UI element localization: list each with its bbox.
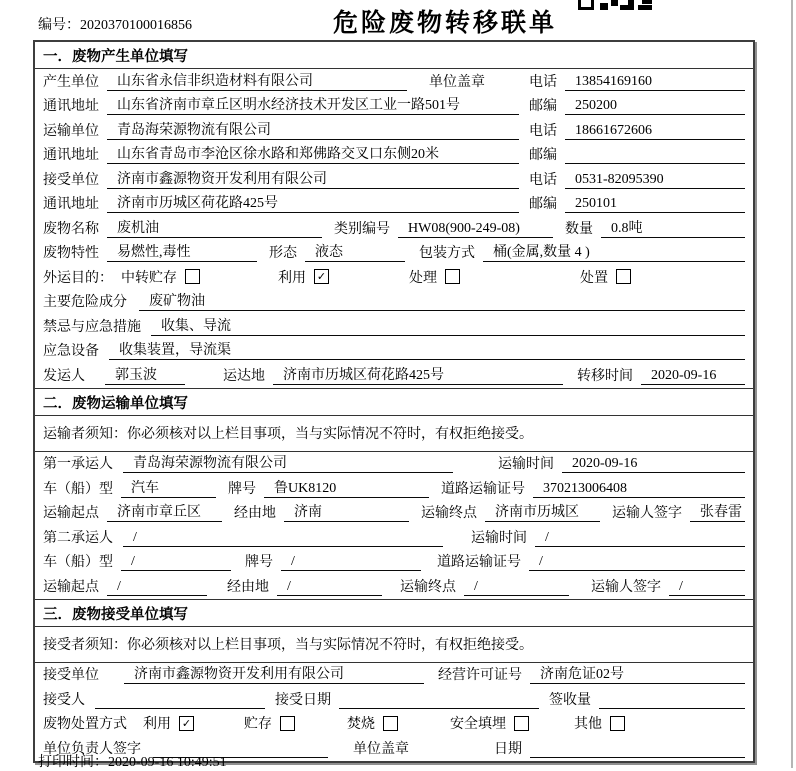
- producer-phone-field: 13854169160: [565, 74, 745, 91]
- first-carrier-row: [35, 452, 753, 477]
- accept-unit-label: 接受单位: [43, 668, 99, 683]
- receiver-address-field: 济南市历城区荷花路425号: [107, 192, 519, 213]
- checkbox-treat: [445, 269, 460, 284]
- qr-code-fragment-icon: [578, 0, 654, 10]
- plate-1-field: 鲁UK8120: [264, 477, 429, 498]
- destination-field: 济南市历城区荷花路425号: [273, 364, 563, 385]
- transport-time-2-field: /: [535, 530, 745, 547]
- road-permit-1-field: 370213006408: [533, 481, 745, 498]
- responsible-sign-label: 单位负责人签字: [43, 741, 141, 757]
- purpose-option-label: 中转贮存: [121, 270, 177, 286]
- purpose-option-utilize: [278, 267, 329, 287]
- carrier-sign-1-field: 张春雷: [690, 501, 745, 522]
- license-label: 经营许可证号: [438, 668, 522, 683]
- purpose-option-label: 利用: [278, 270, 306, 286]
- producer-unit-row: [35, 69, 753, 94]
- checkbox-disposal-other: [610, 716, 625, 731]
- carrier-sign-2-field: /: [669, 579, 745, 596]
- quantity-field: 0.8吨: [601, 217, 745, 238]
- category-code-label: 类别编号: [334, 221, 390, 237]
- transfer-time-label: 转移时间: [577, 368, 633, 384]
- hazard-component-label: 主要危险成分: [43, 295, 127, 310]
- accept-unit-field: 济南市鑫源物资开发利用有限公司: [124, 663, 424, 684]
- shipper-label: 发运人: [43, 368, 85, 384]
- transporter-unit-row: [35, 118, 753, 143]
- receiver-phone-field: 0531-82095390: [565, 172, 745, 189]
- transport-time-1-label: 运输时间: [498, 457, 554, 472]
- carrier-sign-2-label: 运输人签字: [591, 579, 661, 595]
- producer-address-row: [35, 94, 753, 119]
- accept-date-label: 接受日期: [275, 692, 331, 708]
- producer-zip-label: 邮编: [529, 99, 557, 114]
- first-carrier-label: 第一承运人: [43, 457, 113, 472]
- print-time-value: 2020-09-16 10:49:51: [108, 755, 227, 770]
- origin-1-label: 运输起点: [43, 506, 99, 521]
- producer-unit-label: 产生单位: [43, 74, 99, 90]
- purpose-row: [35, 265, 753, 290]
- checkbox-dispose: [616, 269, 631, 284]
- unit-seal-2-label: 单位盖章: [353, 741, 409, 757]
- first-carrier-field: 青岛海荣源物流有限公司: [123, 452, 453, 473]
- transporter-unit-field: 青岛海荣源物流有限公司: [107, 119, 519, 140]
- form-title: 危险废物转移联单: [333, 9, 558, 37]
- disposal-option-other: [574, 713, 625, 733]
- transport-time-2-label: 运输时间: [471, 530, 527, 546]
- disposal-option-storage: [244, 713, 295, 733]
- serial-value: 2020370100016856: [80, 18, 192, 33]
- section-3-header: 三．废物接受单位填写: [35, 600, 753, 627]
- transporter-notice: 运输者须知：你必须核对以上栏目事项，当与实际情况不符时，有权拒绝接受。: [35, 416, 753, 452]
- transporter-phone-label: 电话: [529, 123, 557, 139]
- disposal-option-utilize: [143, 713, 194, 733]
- producer-zip-field: 250200: [565, 98, 745, 115]
- purpose-option-dispose: [580, 267, 631, 287]
- emergency-measures-row: [35, 314, 753, 339]
- via-1-label: 经由地: [234, 506, 276, 521]
- purpose-option-transfer-storage: [121, 267, 200, 287]
- transporter-address-label: 通讯地址: [43, 148, 99, 163]
- section-2-header: 二．废物运输单位填写: [35, 389, 753, 416]
- section-1-header: 一．废物产生单位填写: [35, 42, 753, 69]
- hazard-component-row: [35, 290, 753, 315]
- second-carrier-row: [35, 525, 753, 550]
- form-state-field: 液态: [305, 241, 405, 262]
- receiver-address-label: 通讯地址: [43, 197, 99, 212]
- plate-2-label: 牌号: [245, 555, 273, 570]
- vehicle-type-2-field: /: [121, 554, 231, 571]
- emergency-measures-label: 禁忌与应急措施: [43, 319, 141, 335]
- transporter-zip-label: 邮编: [529, 148, 557, 163]
- date-label: 日期: [494, 741, 522, 757]
- checkbox-transfer-storage: [185, 269, 200, 284]
- road-permit-2-label: 道路运输证号: [437, 555, 521, 570]
- checkbox-utilize: ✓: [314, 269, 329, 284]
- second-carrier-label: 第二承运人: [43, 530, 113, 546]
- vehicle-2-row: [35, 550, 753, 575]
- acceptor-row: [35, 687, 753, 712]
- section-receiver: [35, 599, 753, 761]
- quantity-label: 数量: [565, 221, 593, 237]
- transporter-unit-label: 运输单位: [43, 123, 99, 139]
- accept-date-field: [339, 692, 539, 709]
- packing-label: 包装方式: [419, 246, 475, 261]
- checkbox-disposal-incinerate: [383, 716, 398, 731]
- packing-field: 桶(金属,数量 4 ): [483, 241, 745, 262]
- via-2-label: 经由地: [227, 579, 269, 595]
- receiver-unit-field: 济南市鑫源物资开发利用有限公司: [107, 168, 519, 189]
- checkbox-disposal-landfill: [514, 716, 529, 731]
- end-2-label: 运输终点: [400, 579, 456, 595]
- print-time-label: 打印时间：: [38, 755, 108, 770]
- disposal-option-incinerate: [347, 713, 398, 733]
- emergency-equipment-row: [35, 339, 753, 364]
- end-2-field: /: [464, 579, 569, 596]
- receiver-unit-label: 接受单位: [43, 172, 99, 188]
- waste-character-field: 易燃性,毒性: [107, 241, 257, 262]
- accept-unit-row: [35, 663, 753, 688]
- producer-address-label: 通讯地址: [43, 99, 99, 114]
- serial-label: 编号：: [38, 18, 80, 33]
- receiver-zip-field: 250101: [565, 196, 745, 213]
- plate-2-field: /: [281, 554, 421, 571]
- origin-2-label: 运输起点: [43, 579, 99, 595]
- disposal-option-landfill: [450, 713, 529, 733]
- producer-phone-label: 电话: [529, 74, 557, 90]
- section-transporter: [35, 388, 753, 599]
- unit-seal-label: 单位盖章: [429, 74, 485, 90]
- vehicle-type-1-label: 车（船）型: [43, 481, 113, 497]
- page-scan-edge: [791, 0, 793, 768]
- purpose-option-treat: [409, 267, 460, 287]
- origin-2-field: /: [107, 579, 207, 596]
- transport-time-1-field: 2020-09-16: [562, 456, 745, 473]
- disposal-method-label: 废物处置方式: [43, 717, 127, 732]
- producer-address-field: 山东省济南市章丘区明水经济技术开发区工业一路501号: [107, 94, 519, 115]
- waste-character-row: [35, 241, 753, 266]
- destination-label: 运达地: [223, 368, 265, 384]
- end-1-label: 运输终点: [421, 506, 477, 521]
- disposal-option-label: 贮存: [244, 717, 272, 732]
- road-permit-2-field: /: [529, 554, 745, 571]
- route-1-row: [35, 501, 753, 526]
- end-1-field: 济南市历城区: [485, 501, 600, 522]
- receiver-notice: 接受者须知：你必须核对以上栏目事项，当与实际情况不符时，有权拒绝接受。: [35, 627, 753, 663]
- via-2-field: /: [277, 579, 382, 596]
- plate-1-label: 牌号: [228, 481, 256, 497]
- receiver-phone-label: 电话: [529, 172, 557, 188]
- transporter-phone-field: 18661672606: [565, 123, 745, 140]
- emergency-measures-field: 收集、导流: [151, 315, 745, 336]
- purpose-label: 外运目的：: [43, 270, 113, 286]
- waste-name-row: [35, 216, 753, 241]
- shipper-field: 郭玉波: [105, 364, 185, 385]
- vehicle-type-1-field: 汽车: [121, 477, 216, 498]
- disposal-option-label: 安全填埋: [450, 717, 506, 732]
- category-code-field: HW08(900-249-08): [398, 221, 553, 238]
- emergency-equipment-label: 应急设备: [43, 344, 99, 359]
- waste-name-field: 废机油: [107, 217, 322, 238]
- acceptor-field: [95, 692, 265, 709]
- emergency-equipment-field: 收集装置，导流渠: [109, 339, 745, 360]
- transfer-time-field: 2020-09-16: [641, 368, 745, 385]
- purpose-option-label: 处置: [580, 270, 608, 286]
- receiver-zip-label: 邮编: [529, 197, 557, 212]
- producer-unit-field: 山东省永信非织造材料有限公司: [107, 70, 407, 91]
- date-field: [530, 741, 745, 758]
- serial-number: [38, 14, 192, 34]
- carrier-sign-1-label: 运输人签字: [612, 506, 682, 521]
- route-2-row: [35, 574, 753, 599]
- document-header: [0, 0, 796, 40]
- road-permit-1-label: 道路运输证号: [441, 481, 525, 497]
- vehicle-type-2-label: 车（船）型: [43, 555, 113, 570]
- waste-name-label: 废物名称: [43, 221, 99, 237]
- checkbox-disposal-storage: [280, 716, 295, 731]
- origin-1-field: 济南市章丘区: [107, 501, 222, 522]
- shipper-row: [35, 363, 753, 388]
- receiver-unit-row: [35, 167, 753, 192]
- hazard-component-field: 废矿物油: [139, 290, 745, 311]
- transporter-address-row: [35, 143, 753, 168]
- transporter-zip-field: [565, 147, 745, 164]
- waste-character-label: 废物特性: [43, 246, 99, 261]
- transporter-address-field: 山东省青岛市李沧区徐水路和郑佛路交叉口东侧20米: [107, 143, 519, 164]
- license-field: 济南危证02号: [530, 663, 745, 684]
- disposal-option-label: 焚烧: [347, 717, 375, 732]
- acceptor-label: 接受人: [43, 692, 85, 708]
- disposal-option-label: 利用: [143, 717, 171, 732]
- received-amount-label: 签收量: [549, 692, 591, 708]
- disposal-method-row: [35, 712, 753, 737]
- checkbox-disposal-utilize: ✓: [179, 716, 194, 731]
- receiver-address-row: [35, 192, 753, 217]
- print-time: [38, 751, 227, 771]
- vehicle-1-row: [35, 476, 753, 501]
- form-state-label: 形态: [269, 246, 297, 261]
- transfer-form-table: [33, 40, 755, 763]
- purpose-option-label: 处理: [409, 270, 437, 286]
- received-amount-field: [599, 692, 745, 709]
- via-1-field: 济南: [284, 501, 409, 522]
- section-producer: [35, 42, 753, 388]
- disposal-option-label: 其他: [574, 717, 602, 732]
- second-carrier-field: /: [123, 530, 443, 547]
